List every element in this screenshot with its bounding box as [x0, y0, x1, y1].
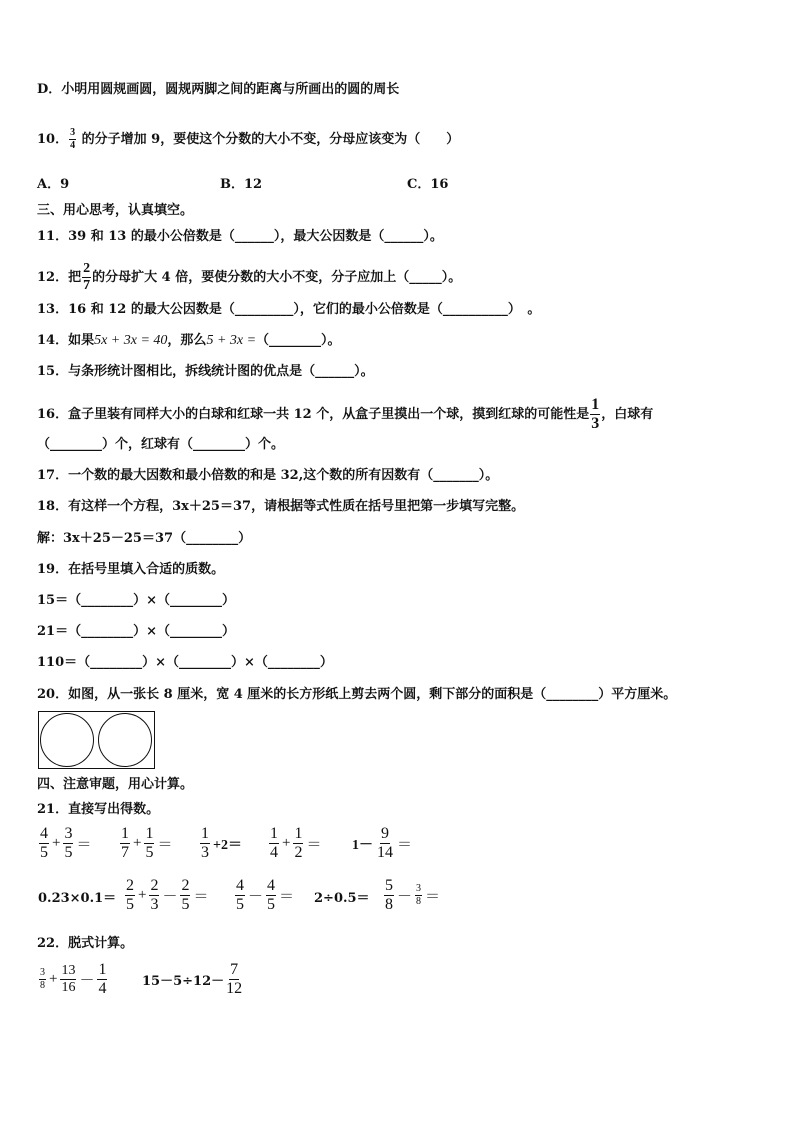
q21-expr-3: $\frac{1}{3}$ +2＝: [201, 825, 242, 861]
q22-expr-1: $\frac{3}{8}$ + $\frac{13}{16}$ － $\frac{1}{4}$: [40, 961, 107, 997]
question-10: [37, 128, 459, 151]
q10-option-a: A．9: [37, 177, 70, 192]
question-13: 13．16 和 12 的最大公因数是（_________），它们的最小公倍数是（__________） 。: [37, 302, 541, 317]
q10-option-b: B．12: [220, 177, 263, 192]
question-16: [37, 397, 653, 432]
q21-expr-6: 0.23×0.1＝: [38, 891, 117, 906]
q19-line-21: 21＝（________）×（________）: [37, 624, 235, 639]
q16-fraction: $\frac{1}{3}$: [591, 396, 600, 432]
section-4-heading: 四、注意审题，用心计算。: [37, 777, 194, 792]
question-19: 19．在括号里填入合适的质数。: [37, 562, 225, 577]
q14-prefix: 14．如果: [37, 333, 95, 348]
q16-suffix: ，白球有: [601, 407, 654, 422]
q10-text: 的分子增加 9，要使这个分数的大小不变，分母应该变为（ ）: [81, 132, 460, 147]
rectangle-figure: [38, 711, 155, 769]
q21-expr-2: $\frac{1}{7}$ + $\frac{1}{5}$ ＝: [121, 825, 173, 861]
question-22: 22．脱式计算。: [37, 936, 134, 951]
q19-line-110: 110＝（________）×（________）×（________）: [37, 655, 333, 670]
question-12: [37, 262, 461, 293]
q16-text: 16．盒子里装有同样大小的白球和红球一共 12 个，从盒子里摸出一个球，摸到红球的可能性是: [37, 407, 590, 422]
q18-solution: 解：3x＋25－25＝37（________）: [37, 531, 252, 546]
q14-equation: 5x + 3x = 40: [94, 333, 168, 348]
question-15: 15．与条形统计图相比，拆线统计图的优点是（______）。: [37, 364, 374, 379]
q12-fraction: $\frac{2}{7}$: [83, 261, 91, 293]
q14-blank: （________）。: [256, 333, 341, 348]
q19-line-15: 15＝（________）×（________）: [37, 593, 235, 608]
q9-option-d: D．小明用圆规画圆，圆规两脚之间的距离与所画出的圆的周长: [37, 82, 400, 97]
q21-expr-9: 2÷0.5＝: [314, 891, 370, 906]
q14-mid: ，那么: [167, 333, 207, 348]
question-14: [37, 332, 341, 350]
circle-right: [98, 713, 152, 767]
q10-number: 10．: [37, 132, 69, 147]
question-21: 21．直接写出得数。: [37, 802, 160, 817]
q12-prefix: 12．把: [37, 270, 82, 285]
q21-expr-8: $\frac{4}{5}$ － $\frac{4}{5}$ ＝: [236, 877, 295, 913]
q22-expr-2: 15－5÷12－ $\frac{7}{12}$: [142, 961, 243, 997]
q10-fraction: $\frac{3}{4}$: [70, 127, 76, 151]
question-20: 20．如图，从一张长 8 厘米，宽 4 厘米的长方形纸上剪去两个圆，剩下部分的面积是（________）平方厘米。: [37, 687, 677, 702]
circle-left: [40, 713, 94, 767]
q21-expr-1: $\frac{4}{5}$ + $\frac{3}{5}$ ＝: [40, 825, 92, 861]
q21-expr-10: $\frac{5}{8}$ － $\frac{3}{8}$ ＝: [385, 877, 441, 913]
q12-text: 的分母扩大 4 倍，要使分数的大小不变，分子应加上（_____）。: [92, 270, 462, 285]
question-18: 18．有这样一个方程，3x＋25＝37，请根据等式性质在括号里把第一步填写完整。: [37, 499, 525, 514]
q10-option-c: C．16: [407, 177, 449, 192]
section-3-heading: 三、用心思考，认真填空。: [37, 203, 194, 218]
question-17: 17．一个数的最大因数和最小倍数的和是 32,这个数的所有因数有（_______）。: [37, 468, 499, 483]
q16-line2: （________）个，红球有（________）个。: [37, 437, 285, 452]
q21-expr-4: $\frac{1}{4}$ + $\frac{1}{2}$ ＝: [270, 825, 322, 861]
question-11: 11．39 和 13 的最小公倍数是（______），最大公因数是（______）。: [37, 229, 443, 244]
q21-expr-7: $\frac{2}{5}$ + $\frac{2}{3}$ － $\frac{2}{5}$ ＝: [126, 877, 209, 913]
q21-expr-5: 1－ $\frac{9}{14}$ ＝: [352, 825, 413, 861]
q14-expression: 5 + 3x =: [206, 333, 257, 348]
